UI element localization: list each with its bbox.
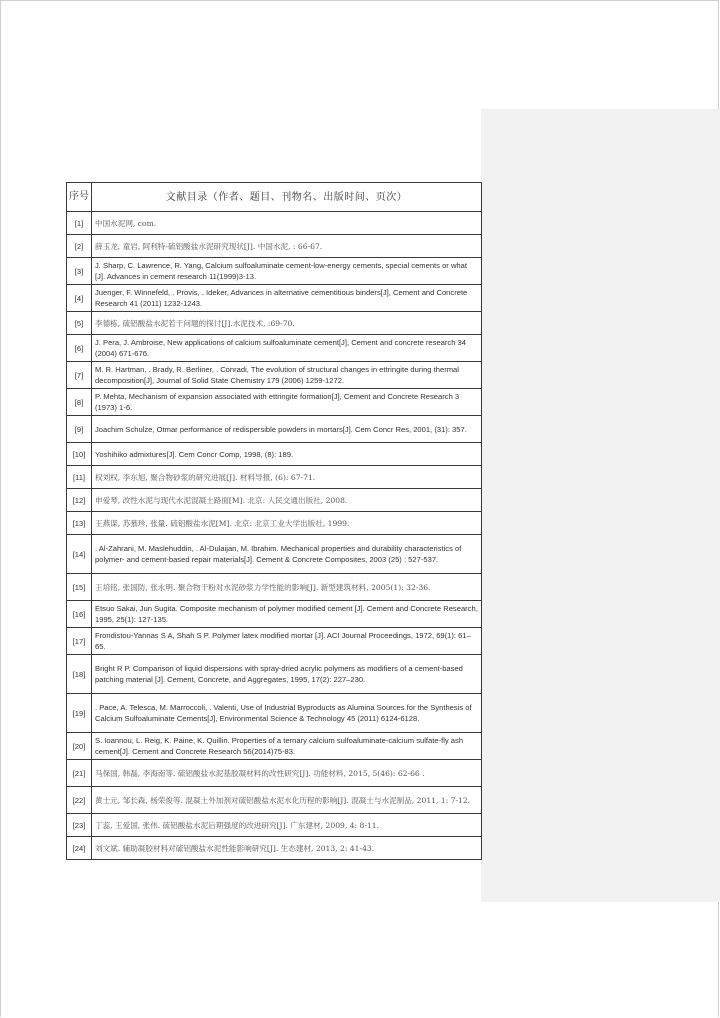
ref-number: [6] xyxy=(67,335,92,362)
ref-number: [13] xyxy=(67,512,92,535)
ref-text: 薛玉龙, 童岩, 阿利特-硫铝酸盐水泥研究现状[J]. 中国水泥, : 66-67. xyxy=(92,235,482,258)
table-row xyxy=(67,312,482,335)
table-row xyxy=(67,362,482,389)
ref-text: 丁蕊, 王爱国, 张伟. 硫铝酸盐水泥后期强度的改进研究[J]. 广东建材, 2009, 4: 8-11. xyxy=(92,814,482,837)
table-row xyxy=(67,601,482,628)
ref-number: [2] xyxy=(67,235,92,258)
table-header-row xyxy=(67,183,482,212)
ref-text: M. R. Hartman, . Brady, R. Berliner, . Conradi, The evolution of structural changes in ettringite during thermal decomposition[J], Journal of Solid State Chemistry 179 (2006) 1259-1272. xyxy=(92,362,482,389)
table-row xyxy=(67,389,482,416)
ref-number: [18] xyxy=(67,655,92,694)
ref-text: Etsuo Sakai, Jun Sugita. Composite mechanism of polymer modified cement [J]. Cement and Concrete Research, 1995, 25(1): 127-135. xyxy=(92,601,482,628)
ref-number: [21] xyxy=(67,760,92,787)
ref-number: [23] xyxy=(67,814,92,837)
ref-number: [17] xyxy=(67,628,92,655)
table-row xyxy=(67,628,482,655)
ref-text: Frondistou-Yannas S A, Shah S P. Polymer latex modified mortar [J]. ACI Journal Proceedings, 1972, 69(1): 61–65. xyxy=(92,628,482,655)
table-row xyxy=(67,512,482,535)
ref-text: 权刘权, 李东旭, 聚合物砂浆的研究进展[J]. 材料导报, (6): 67-71. xyxy=(92,466,482,489)
table-row xyxy=(67,694,482,733)
table-row xyxy=(67,787,482,814)
ref-number: [12] xyxy=(67,489,92,512)
table-row xyxy=(67,443,482,466)
ref-number: [1] xyxy=(67,212,92,235)
table-row xyxy=(67,235,482,258)
ref-text: 申爱琴, 改性水泥与现代水泥混凝土路面[M]. 北京: 人民交通出版社, 2008. xyxy=(92,489,482,512)
ref-number: [16] xyxy=(67,601,92,628)
reference-table xyxy=(66,182,482,860)
ref-number: [8] xyxy=(67,389,92,416)
comment-pane xyxy=(481,109,720,902)
table-row xyxy=(67,733,482,760)
table-row xyxy=(67,535,482,574)
ref-text: Bright R P. Comparison of liquid dispersions with spray-dried acrylic polymers as modifiers of a cement-based patching material [J]. Cement, Concrete, and Aggregates, 1995, 17(2): 227–230. xyxy=(92,655,482,694)
ref-text: 黄士元, 邹长森, 杨荣俊等. 混凝土外加剂对硫铝酸盐水泥水化历程的影响[J]. 混凝土与水泥制品, 2011, 1: 7-12. xyxy=(92,787,482,814)
ref-number: [15] xyxy=(67,574,92,601)
table-row xyxy=(67,466,482,489)
table-row xyxy=(67,574,482,601)
ref-number: [4] xyxy=(67,285,92,312)
table-row xyxy=(67,489,482,512)
ref-text: 中国水泥网, com. xyxy=(92,212,482,235)
reference-header: 文献目录（作者、题目、刊物名、出版时间、页次） xyxy=(92,183,482,212)
table-row xyxy=(67,760,482,787)
table-row xyxy=(67,416,482,443)
ref-text: S. Ioannou, L. Reig, K. Paine, K. Quillin. Properties of a ternary calcium sulfoaluminate-calcium sulfate-fly ash cement[J]. Cement and Concrete Research 56(2014)75-83. xyxy=(92,733,482,760)
ref-number: [19] xyxy=(67,694,92,733)
ref-number: [9] xyxy=(67,416,92,443)
ref-text: J. Sharp, C. Lawrence, R. Yang, Calcium sulfoaluminate cement-low-energy cements, special cements or what [J]. Advances in cement research 11(1999)3-13. xyxy=(92,258,482,285)
ref-text: Joachim Schulze, Otmar performance of redispersible powders in mortars[J]. Cem Concr Res, 2001, (31): 357. xyxy=(92,416,482,443)
ref-text: 刘文斌. 辅助凝胶材料对硫铝酸盐水泥性能影响研究[J]. 生态建材, 2013, 2: 41-43. xyxy=(92,837,482,860)
ref-number: [11] xyxy=(67,466,92,489)
ref-number: [14] xyxy=(67,535,92,574)
table-row xyxy=(67,814,482,837)
table-row xyxy=(67,655,482,694)
ref-text: 王燕谋, 苏慕珍, 张量. 硫铝酸盐水泥[M]. 北京: 北京工业大学出版社, 1999. xyxy=(92,512,482,535)
ref-number: [20] xyxy=(67,733,92,760)
ref-number: [10] xyxy=(67,443,92,466)
table-row xyxy=(67,285,482,312)
ref-text: J. Pera, J. Ambroise, New applications of calcium sulfoaluminate cement[J], Cement and concrete research 34 (2004) 671-676. xyxy=(92,335,482,362)
ref-number: [22] xyxy=(67,787,92,814)
ref-text: Juenger, F. Winnefeld, . Provis, . Ideker, Advances in alternative cementitious binders[J], Cement and Concrete Research 41 (2011) 1232-1243. xyxy=(92,285,482,312)
table-row xyxy=(67,212,482,235)
table-row xyxy=(67,837,482,860)
ref-text: . Al-Zahrani, M. Maslehuddin, . Al-Dulaijan, M. Ibrahim. Mechanical properties and durability characteristics of polymer- and cement-based repair materials[J]. Cement & Concrete Composites, 2003 (25) : 527-537. xyxy=(92,535,482,574)
ref-number: [7] xyxy=(67,362,92,389)
ref-text: P. Mehta, Mechanism of expansion associated with ettringite formation[J], Cement and Concrete Research 3 (1973) 1-6. xyxy=(92,389,482,416)
table-row xyxy=(67,335,482,362)
ref-text: Yoshihiko admixtures[J]. Cem Concr Comp, 1998, (8): 189. xyxy=(92,443,482,466)
table-row xyxy=(67,258,482,285)
number-header: 序号 xyxy=(67,183,92,212)
ref-text: . Pace, A. Telesca, M. Marroccoli, . Valenti, Use of Industrial Byproducts as Alumina Sources for the Synthesis of Calcium Sulfoaluminate Cements[J], Environmental Science & Technology 45 (2011) 6124-6128. xyxy=(92,694,482,733)
ref-number: [5] xyxy=(67,312,92,335)
ref-text: 李德栋, 硫铝酸盐水泥若干问题的探讨[J].水泥技术, :69-70. xyxy=(92,312,482,335)
ref-text: 马保国, 韩磊, 李海南等. 硫铝酸盐水泥基胶凝材料的改性研究[J]. 功能材料, 2015, 5(46): 62-66 . xyxy=(92,760,482,787)
ref-number: [24] xyxy=(67,837,92,860)
ref-number: [3] xyxy=(67,258,92,285)
ref-text: 王培铭, 张国防, 张永明. 聚合物干粉对水泥砂浆力学性能的影响[J]. 新型建筑材料, 2005(1): 32-36. xyxy=(92,574,482,601)
